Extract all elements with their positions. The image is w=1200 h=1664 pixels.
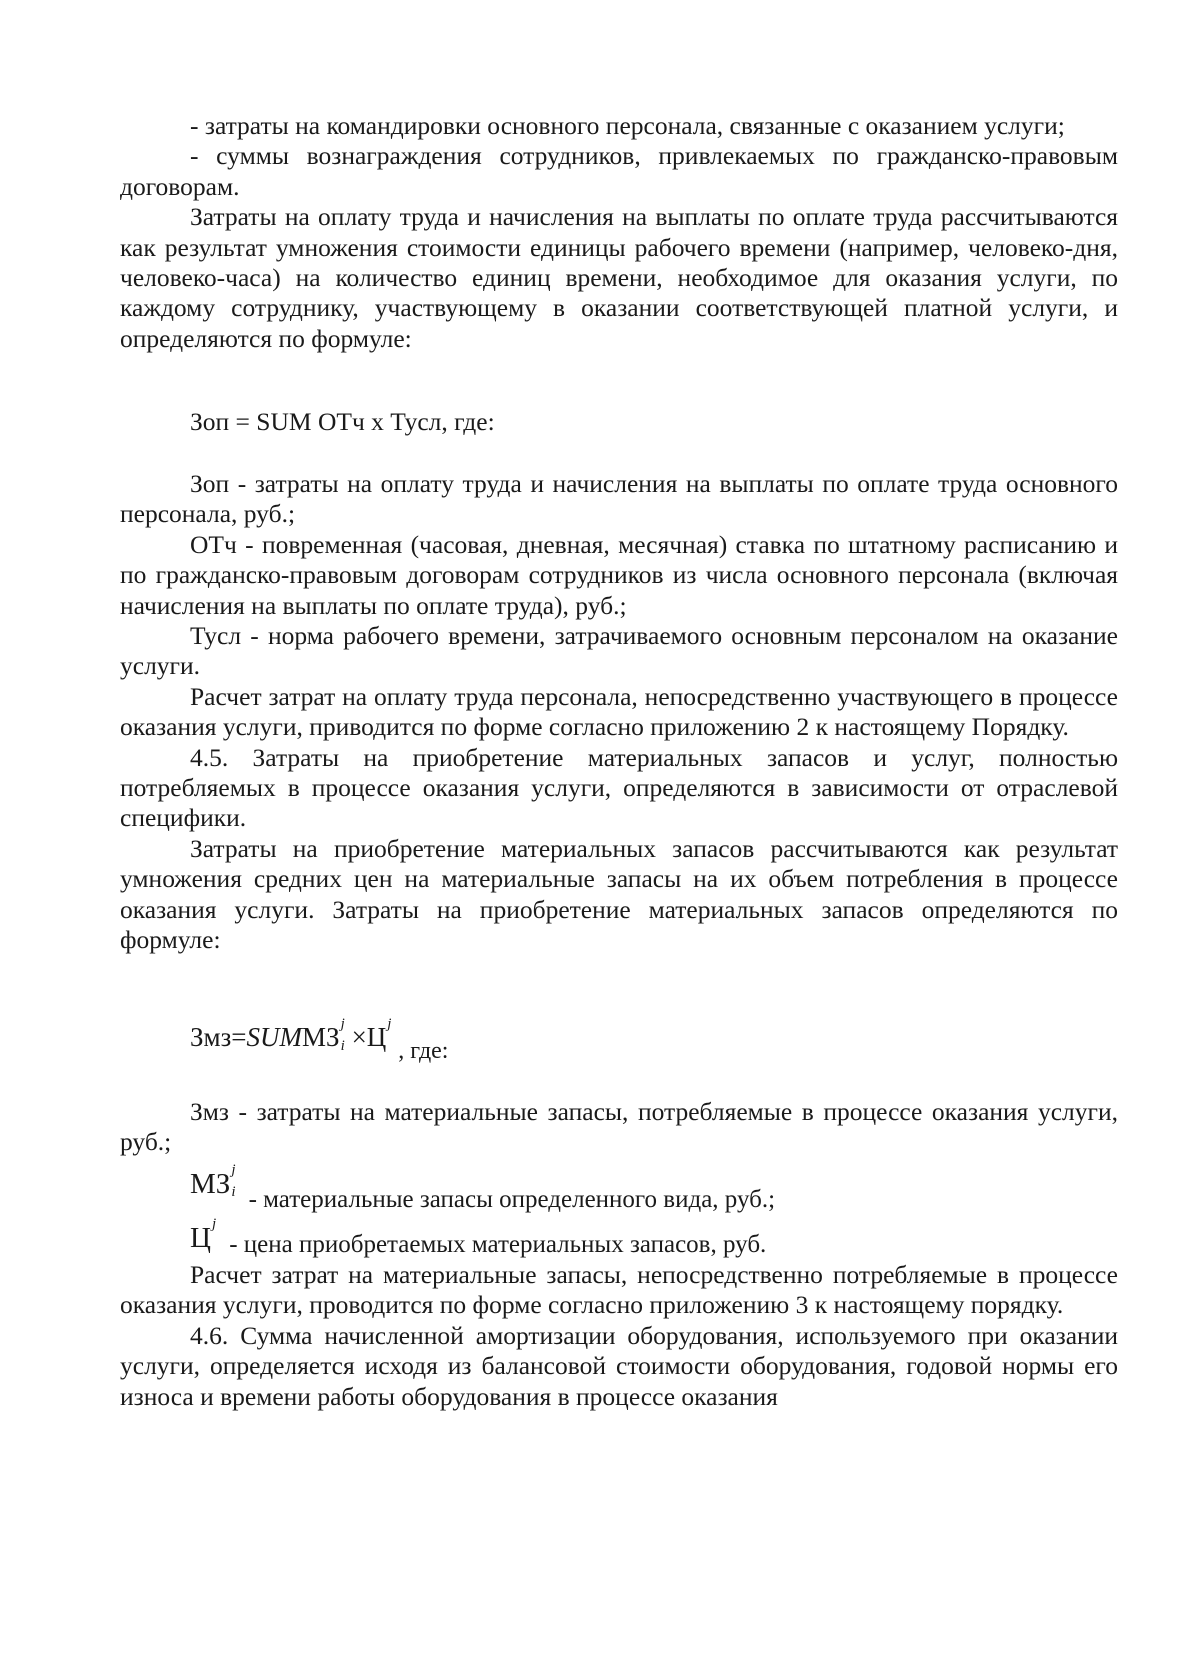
definition-indices: [211, 1216, 223, 1250]
paragraph: 4.5. Затраты на приобретение материальных запасов и услуг, полностью потребляемых в процессе оказания услуги, определяются в зависимости от отраслевой специфики.: [120, 742, 1118, 833]
formula-lhs: Змз: [190, 1022, 232, 1052]
definition-indices: [230, 1162, 242, 1200]
definition-text: - цена приобретаемых материальных запасов, руб.: [222, 1231, 767, 1258]
formula-sum: SUM: [246, 1022, 303, 1052]
formula-sup: j: [387, 1016, 392, 1032]
formula-var-mz: МЗ: [302, 1022, 340, 1052]
paragraph: Затраты на оплату труда и начисления на выплаты по оплате труда рассчитываются как результат умножения стоимости единицы рабочего времени (например, человеко-дня, человеко-часа) на количество единиц времени, необходимое для оказания услуги, по каждому сотруднику, участвующему в оказании соответствующей платной услуги, и определяются по формуле:: [120, 202, 1118, 353]
text-block-2: [120, 469, 1118, 956]
paragraph: Расчет затрат на оплату труда персонала, непосредственно участвующего в процессе оказания услуги, приводится по форме согласно приложению 2 к настоящему Порядку.: [120, 681, 1118, 742]
definition-symbol: Ц: [190, 1222, 211, 1254]
paragraph: - суммы вознаграждения сотрудников, привлекаемых по гражданско-правовым договорам.: [120, 141, 1118, 201]
formula-zop: Зоп = SUM ОТч х Тусл, где:: [190, 407, 495, 436]
paragraph: Затраты на приобретение материальных запасов рассчитываются как результат умножения средних цен на материальные запасы на их объем потребления в процессе оказания услуги. Затраты на приобретение материальных запасов определяются по формуле:: [120, 833, 1118, 955]
definition-symbol: МЗ: [190, 1168, 231, 1200]
definition-sup: j: [211, 1216, 217, 1232]
definition-sub: i: [231, 1184, 236, 1200]
paragraph: Тусл - норма рабочего времени, затрачиваемого основным персоналом на оказание услуги.: [120, 621, 1118, 681]
formula-zmz: [190, 1016, 449, 1064]
formula-var-c-indices: [386, 1016, 398, 1050]
text-block-1: [120, 111, 1118, 354]
paragraph: Змз - затраты на материальные запасы, потребляемые в процессе оказания услуги, руб.;: [120, 1097, 1118, 1157]
definition-text: - материальные запасы определенного вида, руб.;: [242, 1186, 776, 1213]
formula-tail: , где:: [398, 1038, 449, 1064]
definition-mz: [190, 1162, 776, 1213]
formula-sub: i: [340, 1038, 345, 1054]
paragraph: - затраты на командировки основного персонала, связанные с оказанием услуги;: [190, 111, 1065, 140]
definition-c: [190, 1216, 767, 1258]
formula-var-mz-indices: [340, 1016, 352, 1054]
formula-equals: =: [231, 1022, 247, 1052]
definition-sup: j: [231, 1162, 236, 1178]
paragraph: 4.6. Сумма начисленной амортизации оборудования, используемого при оказании услуги, определяется исходя из балансовой стоимости оборудования, годовой нормы его износа и времени работы оборудования в процессе оказания: [120, 1320, 1118, 1411]
paragraph: Зоп - затраты на оплату труда и начисления на выплаты по оплате труда основного персонала, руб.;: [120, 469, 1118, 529]
formula-times: ×: [351, 1022, 367, 1052]
paragraph: ОТч - повременная (часовая, дневная, месячная) ставка по штатному расписанию и по гражданско-правовым договорам сотрудников из числа основного персонала (включая начисления на выплаты по оплате труда), руб.;: [120, 529, 1118, 620]
text-block-4: [120, 1260, 1118, 1412]
paragraph: Расчет затрат на материальные запасы, непосредственно потребляемые в процессе оказания услуги, проводится по форме согласно приложению 3 к настоящему порядку.: [120, 1260, 1118, 1320]
formula-var-c: Ц: [366, 1022, 387, 1052]
text-block-3: [120, 1097, 1118, 1158]
formula-sup: j: [340, 1016, 345, 1032]
